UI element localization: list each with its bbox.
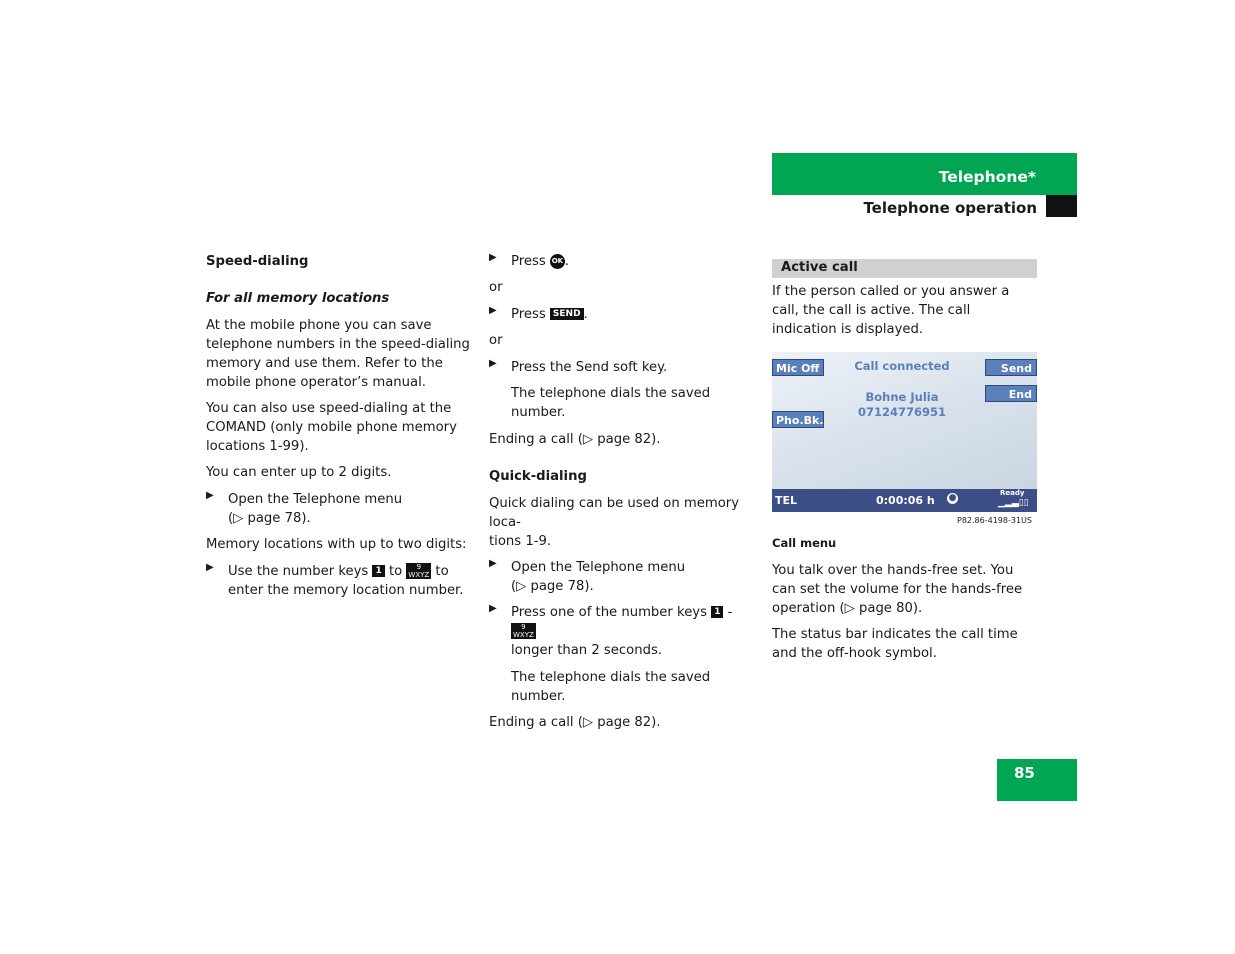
bullet-item: ▶ Press OK . xyxy=(489,252,570,269)
speed-dialing-heading: Speed-dialing xyxy=(206,254,309,269)
or-text: or xyxy=(489,280,503,295)
mic-off-softkey[interactable]: Mic Off xyxy=(772,359,824,376)
paragraph: You can also use speed-dialing at the COMAND (only mobile phone memory locations 1-99). xyxy=(206,401,457,454)
bullet-item xyxy=(206,562,471,600)
bullet-text: Press xyxy=(511,254,546,269)
bullet-text: enter the memory location number. xyxy=(228,583,464,598)
paragraph: If the person called or you answer a call, the call is active. The call indication is displayed. xyxy=(772,284,1010,337)
section-title: Telephone operation xyxy=(863,199,1037,217)
call-timer: 0:00:06 h xyxy=(876,494,935,507)
key-label: WXYZ xyxy=(408,571,430,579)
bullet-text: Use the number keys xyxy=(228,564,369,579)
phonebook-softkey[interactable]: Pho.Bk. xyxy=(772,411,824,428)
number-key-9-icon xyxy=(511,623,536,639)
number-key-9-icon xyxy=(406,563,431,579)
bullet-text: - xyxy=(727,605,733,620)
quick-dialing-heading: Quick-dialing xyxy=(489,469,587,484)
result-text: The telephone dials the saved number. xyxy=(511,386,711,420)
tel-label: TEL xyxy=(775,494,798,507)
bullet-arrow-icon: ▶ xyxy=(206,562,214,573)
bullet-arrow-icon: ▶ xyxy=(206,490,214,501)
figure-caption: Call menu xyxy=(772,536,837,550)
bullet-item: ▶ Press SEND . xyxy=(489,305,588,322)
bullet-item xyxy=(489,558,759,596)
bullet-text: Press the Send soft key. xyxy=(511,360,668,375)
column-2 xyxy=(489,252,759,732)
bullet-text: Press xyxy=(511,307,546,322)
bullet-arrow-icon: ▶ xyxy=(489,358,497,369)
active-call-title: Active call xyxy=(781,260,858,275)
key-label: 9 xyxy=(416,563,422,571)
paragraph-line: tions 1-9. xyxy=(489,534,552,549)
paragraph: Memory locations with up to two digits: xyxy=(206,537,467,552)
paragraph-line: Quick dialing can be used on memory loca- xyxy=(489,496,740,530)
signal-strength-icon: ▁▂▃▯▯ xyxy=(998,498,1029,508)
paragraph xyxy=(489,494,759,551)
bullet-arrow-icon: ▶ xyxy=(489,558,497,569)
ready-label: Ready xyxy=(1000,489,1025,497)
end-softkey[interactable]: End xyxy=(985,385,1037,402)
ending-call-link[interactable]: Ending a call (▷ page 82). xyxy=(489,432,661,447)
paragraph: At the mobile phone you can save telephone numbers in the speed-dialing memory and use them. Refer to the mobile phone operator’s manual. xyxy=(206,318,470,390)
key-label: 9 xyxy=(521,623,526,631)
call-status-text: Call connected xyxy=(854,359,950,373)
paragraph: You can enter up to 2 digits. xyxy=(206,465,392,480)
page-number: 85 xyxy=(1014,764,1035,782)
send-key-icon: SEND xyxy=(550,308,584,320)
or-text: or xyxy=(489,333,503,348)
off-hook-icon: ● xyxy=(948,493,957,503)
bullet-text: Open the Telephone menu xyxy=(511,560,686,575)
bullet-text: to xyxy=(435,564,449,579)
bullet-text: Open the Telephone menu xyxy=(228,492,403,507)
ok-key-icon: OK xyxy=(550,254,565,269)
number-key-1-icon: 1 xyxy=(711,606,723,618)
bullet-item xyxy=(489,603,759,660)
bullet-arrow-icon: ▶ xyxy=(489,252,497,263)
active-call-box xyxy=(772,259,1037,278)
paragraph: The status bar indicates the call time and the off-hook symbol. xyxy=(772,627,1018,661)
memory-locations-subheading: For all memory locations xyxy=(206,291,390,306)
status-bar xyxy=(772,489,1037,512)
chapter-header-bar xyxy=(772,153,1077,195)
bullet-arrow-icon: ▶ xyxy=(489,603,497,614)
number-key-1-icon: 1 xyxy=(372,565,384,577)
bullet-text: to xyxy=(388,564,403,579)
paragraph: You talk over the hands-free set. You can set the volume for the hands-free operation (▷ page 80). xyxy=(772,563,1023,616)
ending-call-link[interactable]: Ending a call (▷ page 82). xyxy=(489,715,661,730)
section-marker xyxy=(1046,195,1077,217)
result-text: The telephone dials the saved number. xyxy=(511,670,711,704)
figure-code: P82.86-4198-31US xyxy=(957,516,1032,525)
chapter-title: Telephone* xyxy=(938,168,1036,186)
call-screen xyxy=(772,352,1037,512)
page-number-box xyxy=(997,759,1077,801)
bullet-item xyxy=(489,358,759,377)
bullet-text: Press one of the number keys xyxy=(511,605,707,620)
bullet-text: (▷ page 78). xyxy=(511,579,594,594)
bullet-item xyxy=(206,490,471,528)
key-label: WXYZ xyxy=(513,631,534,639)
bullet-text: longer than 2 seconds. xyxy=(511,643,663,658)
send-softkey[interactable]: Send xyxy=(985,359,1037,376)
bullet-arrow-icon: ▶ xyxy=(489,305,497,316)
caller-number: 07124776951 xyxy=(857,405,947,419)
column-1 xyxy=(206,252,471,600)
caller-name: Bohne Julia xyxy=(865,390,939,404)
bullet-text: (▷ page 78). xyxy=(228,511,311,526)
